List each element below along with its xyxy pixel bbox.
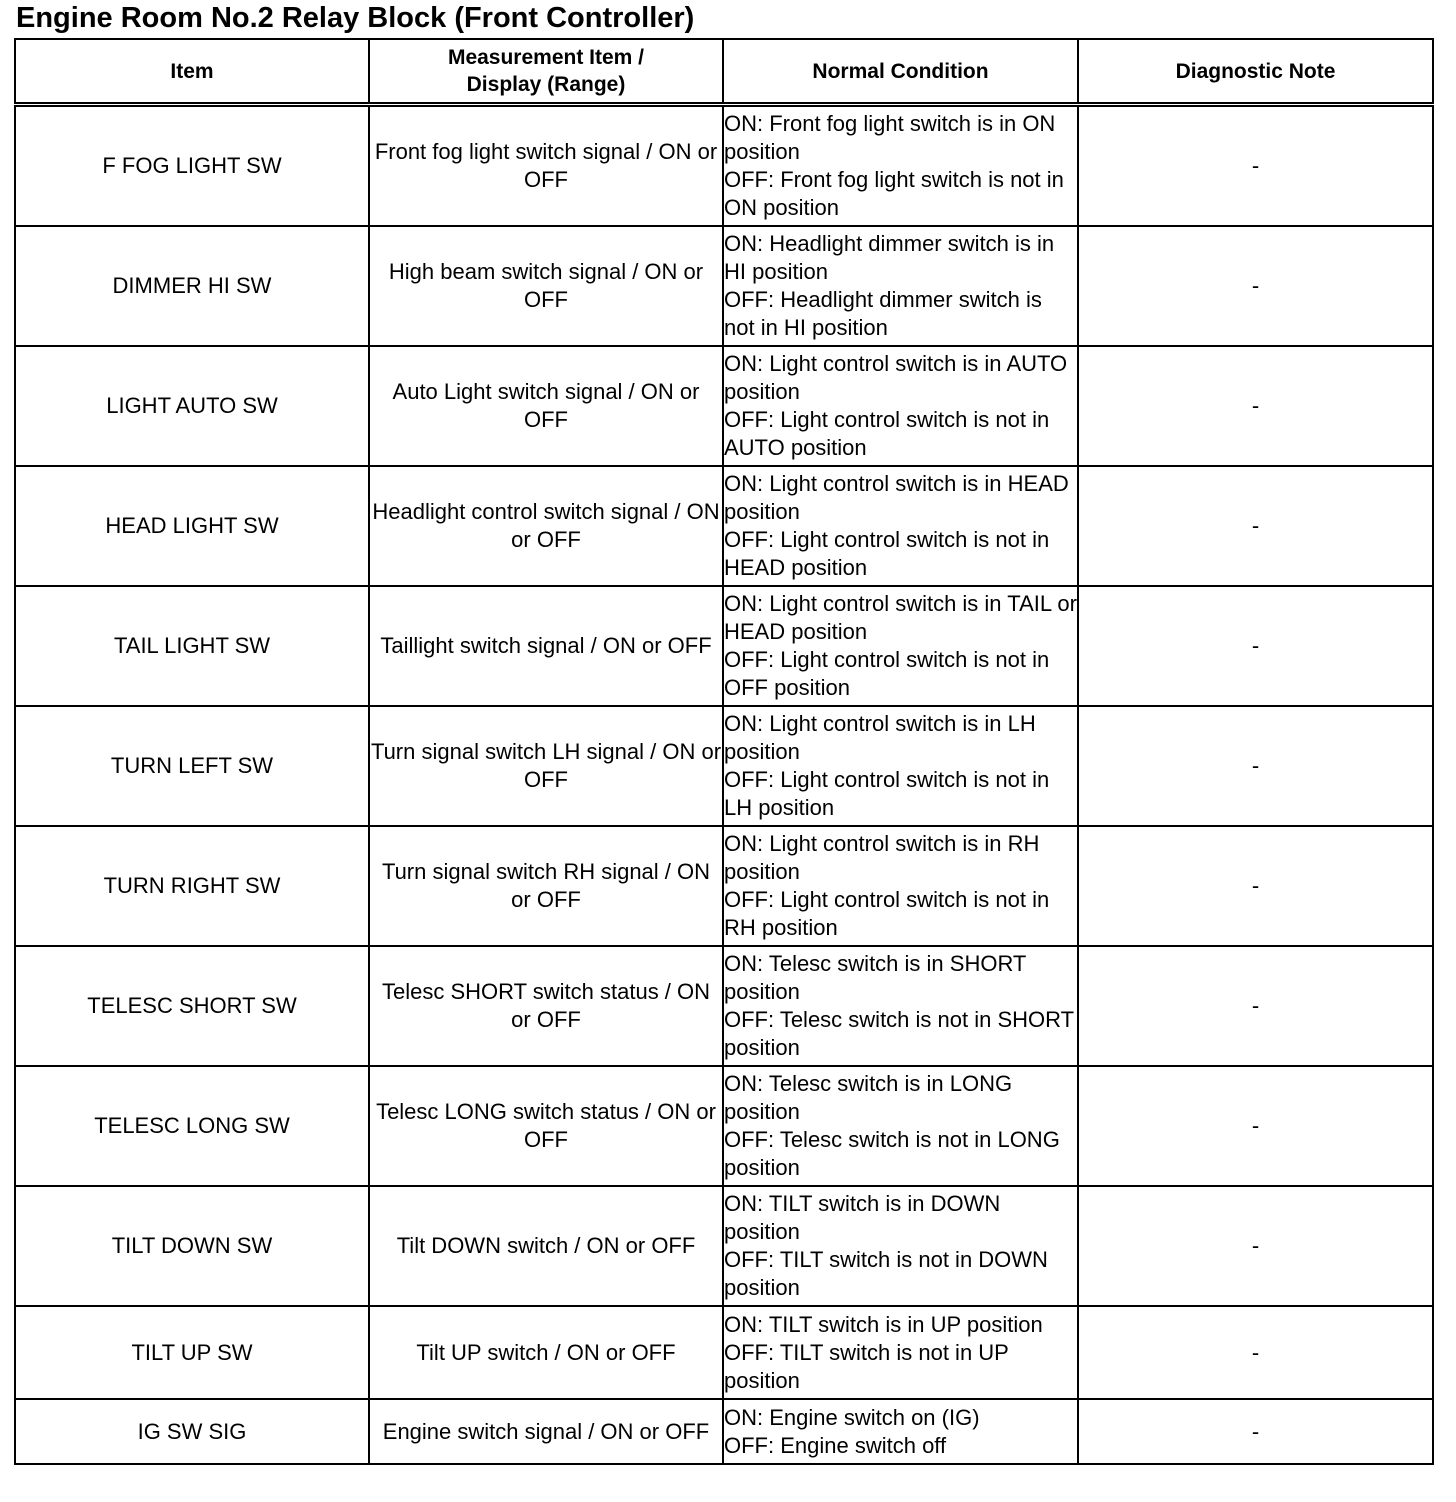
measurement-cell: Auto Light switch signal / ON or OFF	[369, 346, 723, 466]
condition-off-text: OFF: TILT switch is not in UP position	[724, 1339, 1009, 1393]
condition-cell	[723, 346, 1078, 466]
table-row	[15, 706, 1433, 826]
header-row	[15, 39, 1433, 105]
table-row	[15, 226, 1433, 346]
measurement-cell: Taillight switch signal / ON or OFF	[369, 586, 723, 706]
condition-on-text: ON: Light control switch is in TAIL or HEAD position	[724, 591, 1077, 644]
table-body	[15, 105, 1433, 1465]
condition-cell	[723, 946, 1078, 1066]
measurement-cell: Telesc LONG switch status / ON or OFF	[369, 1066, 723, 1186]
table-row	[15, 1306, 1433, 1399]
item-cell: TILT UP SW	[15, 1306, 369, 1399]
condition-on-text: ON: Light control switch is in RH position	[724, 831, 1040, 884]
condition-cell	[723, 226, 1078, 346]
item-cell: TELESC SHORT SW	[15, 946, 369, 1066]
item-cell: TURN RIGHT SW	[15, 826, 369, 946]
condition-on-text: ON: Light control switch is in HEAD position	[724, 471, 1069, 524]
condition-off-text: OFF: Telesc switch is not in SHORT position	[724, 1007, 1074, 1060]
condition-cell	[723, 466, 1078, 586]
condition-cell	[723, 1399, 1078, 1464]
condition-off-text: OFF: Light control switch is not in AUTO position	[724, 407, 1050, 460]
condition-off-text: OFF: Engine switch off	[724, 1432, 947, 1458]
condition-cell	[723, 706, 1078, 826]
condition-off-text: OFF: Headlight dimmer switch is not in HI position	[724, 287, 1042, 340]
header-note: Diagnostic Note	[1078, 39, 1433, 105]
table-row	[15, 105, 1433, 227]
condition-off-text: OFF: Light control switch is not in RH position	[724, 887, 1050, 940]
page-title: Engine Room No.2 Relay Block (Front Controller)	[16, 2, 695, 34]
note-cell: -	[1078, 1306, 1433, 1399]
condition-off-text: OFF: Front fog light switch is not in ON position	[724, 167, 1064, 220]
header-measurement	[369, 39, 723, 105]
table-row	[15, 1399, 1433, 1464]
condition-cell	[723, 1066, 1078, 1186]
table-row	[15, 466, 1433, 586]
condition-cell	[723, 1306, 1078, 1399]
condition-cell	[723, 1186, 1078, 1306]
table-row	[15, 346, 1433, 466]
table-header	[15, 39, 1433, 105]
condition-on-text: ON: TILT switch is in DOWN position	[724, 1191, 1001, 1244]
note-cell: -	[1078, 1066, 1433, 1186]
item-cell: TAIL LIGHT SW	[15, 586, 369, 706]
measurement-cell: Tilt DOWN switch / ON or OFF	[369, 1186, 723, 1306]
item-cell: LIGHT AUTO SW	[15, 346, 369, 466]
condition-cell	[723, 826, 1078, 946]
condition-off-text: OFF: Light control switch is not in HEAD position	[724, 527, 1050, 580]
item-cell: TILT DOWN SW	[15, 1186, 369, 1306]
condition-off-text: OFF: TILT switch is not in DOWN position	[724, 1247, 1048, 1300]
note-cell: -	[1078, 826, 1433, 946]
item-cell: TELESC LONG SW	[15, 1066, 369, 1186]
condition-off-text: OFF: Telesc switch is not in LONG position	[724, 1127, 1060, 1180]
measurement-cell: Front fog light switch signal / ON or OFF	[369, 105, 723, 227]
condition-on-text: ON: Telesc switch is in SHORT position	[724, 951, 1026, 1004]
note-cell: -	[1078, 105, 1433, 227]
note-cell: -	[1078, 346, 1433, 466]
measurement-cell: Tilt UP switch / ON or OFF	[369, 1306, 723, 1399]
note-cell: -	[1078, 1399, 1433, 1464]
table-row	[15, 1066, 1433, 1186]
condition-off-text: OFF: Light control switch is not in LH position	[724, 767, 1050, 820]
measurement-cell: Headlight control switch signal / ON or OFF	[369, 466, 723, 586]
condition-on-text: ON: Light control switch is in LH position	[724, 711, 1036, 764]
table-row	[15, 826, 1433, 946]
note-cell: -	[1078, 466, 1433, 586]
table-row	[15, 586, 1433, 706]
note-cell: -	[1078, 946, 1433, 1066]
condition-on-text: ON: Front fog light switch is in ON position	[724, 111, 1056, 164]
header-condition: Normal Condition	[723, 39, 1078, 105]
table-row	[15, 946, 1433, 1066]
item-cell: IG SW SIG	[15, 1399, 369, 1464]
condition-cell	[723, 586, 1078, 706]
condition-on-text: ON: Engine switch on (IG)	[724, 1404, 980, 1430]
measurement-cell: Telesc SHORT switch status / ON or OFF	[369, 946, 723, 1066]
item-cell: F FOG LIGHT SW	[15, 105, 369, 227]
table-row	[15, 1186, 1433, 1306]
condition-on-text: ON: Headlight dimmer switch is in HI position	[724, 231, 1055, 284]
data-list-table	[14, 38, 1434, 1465]
measurement-cell: High beam switch signal / ON or OFF	[369, 226, 723, 346]
condition-on-text: ON: Telesc switch is in LONG position	[724, 1071, 1013, 1124]
note-cell: -	[1078, 226, 1433, 346]
condition-on-text: ON: TILT switch is in UP position	[724, 1311, 1043, 1337]
header-measurement-label: Measurement Item / Display (Range)	[447, 46, 645, 96]
note-cell: -	[1078, 586, 1433, 706]
note-cell: -	[1078, 1186, 1433, 1306]
item-cell: TURN LEFT SW	[15, 706, 369, 826]
measurement-cell: Turn signal switch LH signal / ON or OFF	[369, 706, 723, 826]
measurement-cell: Turn signal switch RH signal / ON or OFF	[369, 826, 723, 946]
measurement-cell: Engine switch signal / ON or OFF	[369, 1399, 723, 1464]
condition-cell	[723, 105, 1078, 227]
note-cell: -	[1078, 706, 1433, 826]
condition-off-text: OFF: Light control switch is not in OFF position	[724, 647, 1050, 700]
item-cell: HEAD LIGHT SW	[15, 466, 369, 586]
header-item: Item	[15, 39, 369, 105]
condition-on-text: ON: Light control switch is in AUTO position	[724, 351, 1068, 404]
item-cell: DIMMER HI SW	[15, 226, 369, 346]
